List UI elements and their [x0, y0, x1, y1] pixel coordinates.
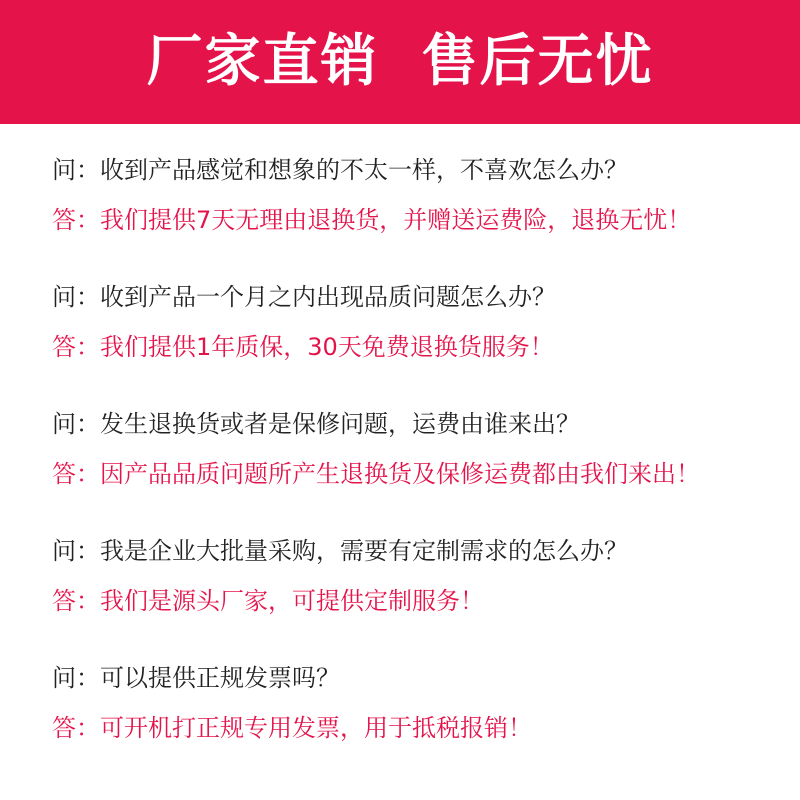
question-line	[52, 535, 792, 567]
faq-item	[52, 662, 792, 789]
faq-item	[52, 281, 792, 408]
question-text: 收到产品一个月之内出现品质问题怎么办？	[100, 283, 556, 311]
question-prefix: 问：	[52, 156, 100, 184]
faq-item	[52, 154, 792, 281]
question-line	[52, 281, 792, 313]
question-prefix: 问：	[52, 283, 100, 311]
answer-prefix: 答：	[52, 333, 100, 361]
question-prefix: 问：	[52, 664, 100, 692]
question-prefix: 问：	[52, 410, 100, 438]
header-banner	[0, 0, 800, 124]
question-text: 收到产品感觉和想象的不太一样，不喜欢怎么办？	[100, 156, 628, 184]
faq-list	[52, 154, 792, 789]
faq-item	[52, 535, 792, 662]
answer-prefix: 答：	[52, 714, 100, 742]
answer-text: 可开机打正规专用发票，用于抵税报销！	[100, 714, 532, 742]
question-line	[52, 662, 792, 694]
question-text: 可以提供正规发票吗？	[100, 664, 340, 692]
answer-line	[52, 712, 792, 744]
answer-prefix: 答：	[52, 587, 100, 615]
answer-text: 我们提供7天无理由退换货，并赠送运费险，退换无忧！	[100, 206, 692, 234]
answer-line	[52, 585, 792, 617]
question-text: 发生退换货或者是保修问题，运费由谁来出？	[100, 410, 580, 438]
answer-text: 我们是源头厂家，可提供定制服务！	[100, 587, 484, 615]
answer-line	[52, 458, 792, 490]
banner-title: 厂家直销 售后无忧	[146, 29, 654, 94]
question-text: 我是企业大批量采购，需要有定制需求的怎么办？	[100, 537, 628, 565]
answer-line	[52, 331, 792, 363]
answer-text: 因产品品质问题所产生退换货及保修运费都由我们来出！	[100, 460, 700, 488]
question-line	[52, 154, 792, 186]
question-prefix: 问：	[52, 537, 100, 565]
answer-prefix: 答：	[52, 206, 100, 234]
answer-line	[52, 204, 792, 236]
question-line	[52, 408, 792, 440]
answer-prefix: 答：	[52, 460, 100, 488]
faq-item	[52, 408, 792, 535]
answer-text: 我们提供1年质保，30天免费退换货服务！	[100, 333, 554, 361]
